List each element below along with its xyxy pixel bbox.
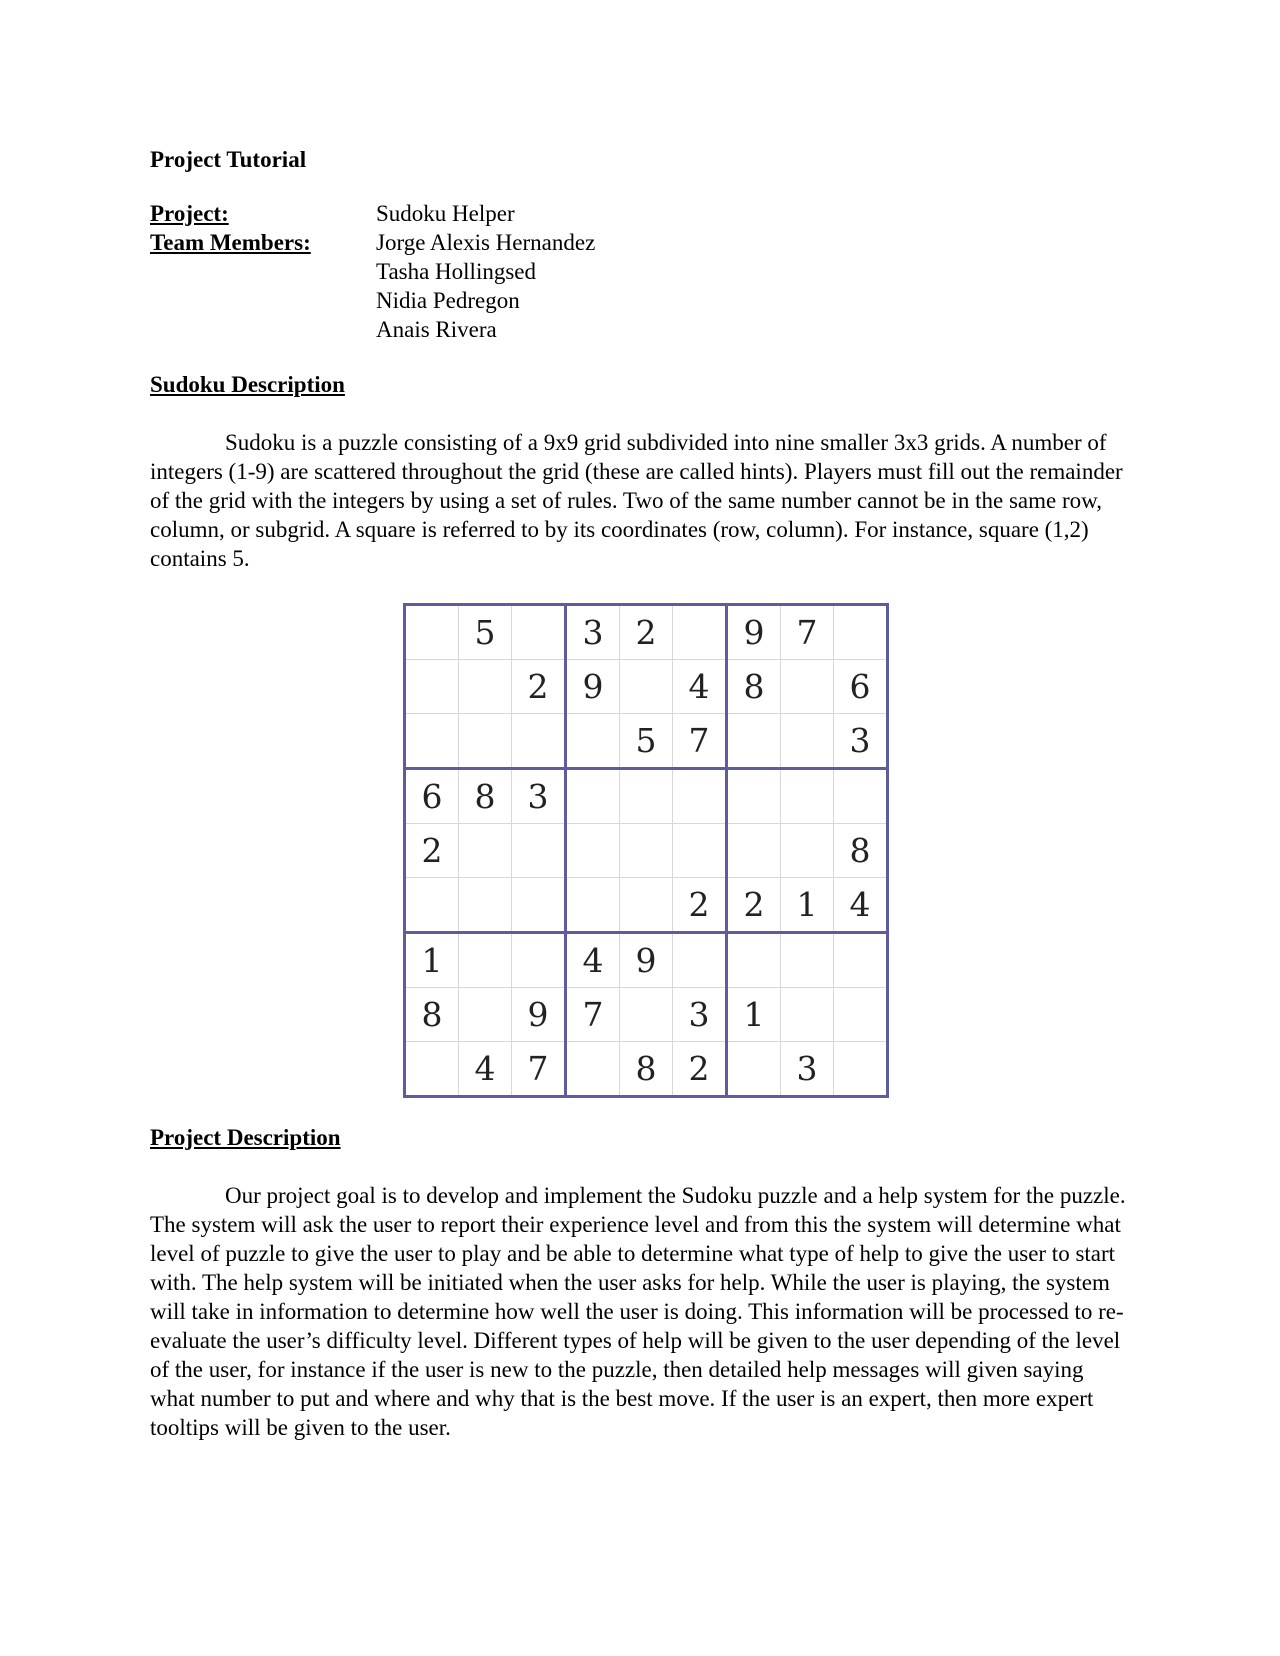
sudoku-cell: 8	[405, 988, 459, 1042]
sudoku-cell	[459, 660, 512, 714]
sudoku-cell: 4	[566, 933, 620, 988]
sudoku-cell: 6	[405, 769, 459, 824]
team-member: Jorge Alexis Hernandez	[376, 230, 596, 255]
sudoku-cell: 2	[673, 1042, 727, 1097]
sudoku-cell: 3	[834, 714, 888, 769]
sudoku-row	[405, 878, 888, 933]
sudoku-cell	[834, 605, 888, 660]
sudoku-cell	[673, 933, 727, 988]
sudoku-cell	[405, 714, 459, 769]
sudoku-cell	[512, 824, 566, 878]
sudoku-cell: 8	[834, 824, 888, 878]
sudoku-cell	[673, 605, 727, 660]
project-description-heading: Project Description	[150, 1125, 341, 1150]
sudoku-cell: 1	[405, 933, 459, 988]
team-member: Tasha Hollingsed	[376, 259, 537, 284]
sudoku-cell: 2	[620, 605, 673, 660]
sudoku-cell	[781, 660, 834, 714]
project-label: Project:	[150, 201, 229, 226]
sudoku-cell	[781, 769, 834, 824]
sudoku-cell	[620, 988, 673, 1042]
sudoku-row	[405, 769, 888, 824]
sudoku-cell: 1	[727, 988, 781, 1042]
sudoku-cell: 2	[727, 878, 781, 933]
sudoku-cell	[620, 660, 673, 714]
sudoku-row	[405, 714, 888, 769]
sudoku-cell: 9	[727, 605, 781, 660]
sudoku-cell: 3	[512, 769, 566, 824]
sudoku-cell: 4	[673, 660, 727, 714]
sudoku-cell: 9	[512, 988, 566, 1042]
sudoku-cell: 7	[673, 714, 727, 769]
sudoku-grid	[403, 603, 889, 1098]
sudoku-cell: 4	[834, 878, 888, 933]
sudoku-cell	[459, 714, 512, 769]
sudoku-cell	[566, 769, 620, 824]
document-title: Project Tutorial	[150, 147, 307, 172]
sudoku-cell	[512, 878, 566, 933]
sudoku-cell: 2	[512, 660, 566, 714]
sudoku-cell	[834, 933, 888, 988]
sudoku-cell	[566, 1042, 620, 1097]
sudoku-cell: 3	[673, 988, 727, 1042]
sudoku-cell	[834, 988, 888, 1042]
sudoku-grid-figure	[403, 603, 877, 1090]
sudoku-cell	[459, 988, 512, 1042]
team-member: Nidia Pedregon	[376, 288, 520, 313]
sudoku-cell: 5	[620, 714, 673, 769]
sudoku-cell	[405, 1042, 459, 1097]
sudoku-cell	[405, 878, 459, 933]
sudoku-cell: 5	[459, 605, 512, 660]
team-members-label: Team Members:	[150, 230, 311, 255]
team-member: Anais Rivera	[376, 317, 497, 342]
sudoku-cell	[781, 988, 834, 1042]
project-description-paragraph: Our project goal is to develop and implement the Sudoku puzzle and a help system for the puzzle. The system will ask the user to report their experience level and from this the system will determine what level of puzzle to give the user to play and be able to determine what type of help to give the user to start with. The help system will be initiated when the user asks for help. While the user is playing, the system will take in information to determine how well the user is doing. This information will be processed to re-evaluate the user’s difficulty level. Different types of help will be given to the user depending of the level of the user, for instance if the user is new to the puzzle, then detailed help messages will given saying what number to put and where and why that is the best move. If the user is an expert, then more expert tooltips will be given to the user.	[150, 1183, 1126, 1440]
sudoku-cell: 8	[727, 660, 781, 714]
sudoku-cell	[405, 605, 459, 660]
sudoku-cell: 8	[459, 769, 512, 824]
sudoku-cell: 6	[834, 660, 888, 714]
sudoku-cell	[620, 769, 673, 824]
sudoku-cell	[566, 714, 620, 769]
sudoku-cell: 1	[781, 878, 834, 933]
sudoku-cell: 2	[673, 878, 727, 933]
document-page	[150, 145, 1130, 1442]
meta-spacer	[150, 286, 376, 315]
sudoku-cell: 3	[566, 605, 620, 660]
sudoku-cell: 7	[512, 1042, 566, 1097]
sudoku-cell	[727, 714, 781, 769]
sudoku-row	[405, 988, 888, 1042]
sudoku-cell	[566, 878, 620, 933]
sudoku-cell: 4	[459, 1042, 512, 1097]
sudoku-row	[405, 660, 888, 714]
sudoku-cell: 7	[566, 988, 620, 1042]
sudoku-cell: 9	[620, 933, 673, 988]
sudoku-cell	[620, 824, 673, 878]
sudoku-cell	[781, 933, 834, 988]
sudoku-cell	[512, 714, 566, 769]
sudoku-cell	[512, 605, 566, 660]
meta-spacer	[150, 257, 376, 286]
sudoku-cell: 9	[566, 660, 620, 714]
project-meta	[150, 199, 1130, 344]
sudoku-row	[405, 933, 888, 988]
sudoku-cell	[459, 878, 512, 933]
sudoku-row	[405, 1042, 888, 1097]
sudoku-row	[405, 824, 888, 878]
sudoku-cell: 7	[781, 605, 834, 660]
sudoku-cell	[834, 769, 888, 824]
sudoku-cell	[727, 933, 781, 988]
sudoku-cell	[781, 824, 834, 878]
project-name: Sudoku Helper	[376, 201, 515, 226]
sudoku-cell	[727, 769, 781, 824]
sudoku-cell	[512, 933, 566, 988]
sudoku-cell	[405, 660, 459, 714]
sudoku-cell	[834, 1042, 888, 1097]
sudoku-row	[405, 605, 888, 660]
sudoku-description-heading: Sudoku Description	[150, 372, 345, 397]
sudoku-cell: 3	[781, 1042, 834, 1097]
sudoku-cell	[620, 878, 673, 933]
sudoku-cell	[459, 824, 512, 878]
sudoku-cell: 8	[620, 1042, 673, 1097]
sudoku-cell	[566, 824, 620, 878]
sudoku-description-paragraph: Sudoku is a puzzle consisting of a 9x9 grid subdivided into nine smaller 3x3 grids. A number of integers (1-9) are scattered throughout the grid (these are called hints). Players must fill out the remainder of the grid with the integers by using a set of rules. Two of the same number cannot be in the same row, column, or subgrid. A square is referred to by its coordinates (row, column). For instance, square (1,2) contains 5.	[150, 430, 1123, 571]
sudoku-cell	[459, 933, 512, 988]
sudoku-cell	[727, 1042, 781, 1097]
sudoku-cell	[673, 824, 727, 878]
sudoku-cell	[781, 714, 834, 769]
sudoku-cell	[673, 769, 727, 824]
sudoku-cell	[727, 824, 781, 878]
meta-spacer	[150, 315, 376, 344]
sudoku-cell: 2	[405, 824, 459, 878]
